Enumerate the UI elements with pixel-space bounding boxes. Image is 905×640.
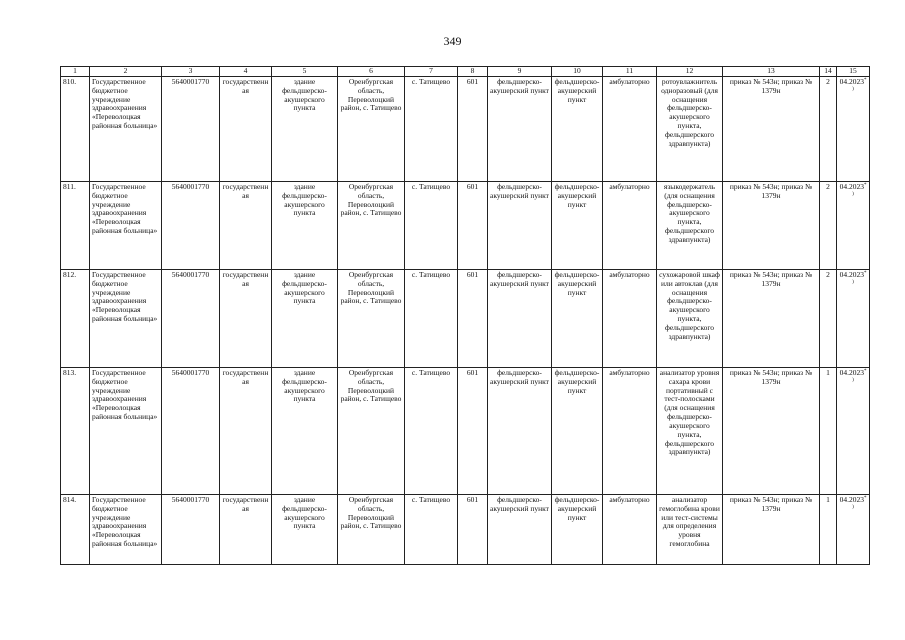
care-conditions: амбулаторно xyxy=(603,367,657,494)
column-header: 11 xyxy=(603,67,657,77)
ownership-form: государственная xyxy=(220,494,272,564)
unit-name: фельдшерско-акушерский пункт xyxy=(488,367,552,494)
row-number: 812. xyxy=(61,269,90,367)
column-header: 12 xyxy=(657,67,723,77)
unit-type: фельдшерско-акушерский пункт xyxy=(552,367,603,494)
organization-code: 5640001770 xyxy=(162,494,220,564)
oktmo-code: 601 xyxy=(458,181,488,269)
column-header: 13 xyxy=(723,67,820,77)
column-header: 15 xyxy=(837,67,870,77)
organization-code: 5640001770 xyxy=(162,269,220,367)
care-conditions: амбулаторно xyxy=(603,494,657,564)
footnote-mark: *) xyxy=(852,182,867,197)
unit-name: фельдшерско-акушерский пункт xyxy=(488,269,552,367)
footnote-mark: *) xyxy=(852,368,867,383)
table-row xyxy=(61,76,870,181)
column-header: 5 xyxy=(272,67,338,77)
column-header: 8 xyxy=(458,67,488,77)
locality: с. Татищево xyxy=(405,269,458,367)
page-number: 349 xyxy=(443,34,462,48)
care-conditions: амбулаторно xyxy=(603,181,657,269)
organization-name: Государственное бюджетное учреждение здравоохранения «Переволоцкая районная больница» xyxy=(90,367,162,494)
quantity: 2 xyxy=(820,76,837,181)
unit-name: фельдшерско-акушерский пункт xyxy=(488,494,552,564)
equipment-name: языкодержатель (для оснащения фельдшерско-акушерского пункта, фельдшерского здравпункта) xyxy=(657,181,723,269)
address: Оренбургская область, Переволоцкий район, с. Татищево xyxy=(338,269,405,367)
locality: с. Татищево xyxy=(405,367,458,494)
regulatory-orders: приказ № 543н; приказ № 1379н xyxy=(723,76,820,181)
address: Оренбургская область, Переволоцкий район, с. Татищево xyxy=(338,181,405,269)
organization-name: Государственное бюджетное учреждение здравоохранения «Переволоцкая районная больница» xyxy=(90,494,162,564)
building-name: здание фельдшерско-акушерского пункта xyxy=(272,269,338,367)
date-value: 04.2023 xyxy=(839,76,864,86)
address: Оренбургская область, Переволоцкий район, с. Татищево xyxy=(338,367,405,494)
oktmo-code: 601 xyxy=(458,494,488,564)
date-value: 04.2023 xyxy=(839,269,864,279)
ownership-form: государственная xyxy=(220,181,272,269)
care-conditions: амбулаторно xyxy=(603,269,657,367)
date-value: 04.2023 xyxy=(839,367,864,377)
regulatory-orders: приказ № 543н; приказ № 1379н xyxy=(723,367,820,494)
regulatory-orders: приказ № 543н; приказ № 1379н xyxy=(723,269,820,367)
quantity: 1 xyxy=(820,494,837,564)
column-header: 1 xyxy=(61,67,90,77)
registry-table xyxy=(60,66,870,565)
footnote-mark: *) xyxy=(852,77,867,92)
organization-code: 5640001770 xyxy=(162,367,220,494)
equipment-name: анализатор уровня сахара крови портативный с тест-полосками (для оснащения фельдшерско-акушерского пункта, фельдшерского здравпункта) xyxy=(657,367,723,494)
row-number: 814. xyxy=(61,494,90,564)
table-row xyxy=(61,367,870,494)
unit-type: фельдшерско-акушерский пункт xyxy=(552,494,603,564)
column-header: 2 xyxy=(90,67,162,77)
unit-type: фельдшерско-акушерский пункт xyxy=(552,181,603,269)
ownership-form: государственная xyxy=(220,76,272,181)
locality: с. Татищево xyxy=(405,181,458,269)
organization-code: 5640001770 xyxy=(162,76,220,181)
supply-date xyxy=(837,76,870,181)
column-header: 14 xyxy=(820,67,837,77)
footnote-mark: *) xyxy=(852,270,867,285)
supply-date xyxy=(837,269,870,367)
equipment-name: сухожаровой шкаф или автоклав (для оснащения фельдшерско-акушерского пункта, фельдшерского здравпункта) xyxy=(657,269,723,367)
quantity: 2 xyxy=(820,269,837,367)
column-header: 4 xyxy=(220,67,272,77)
equipment-name: ротоувлажнитель одноразовый (для оснащения фельдшерско-акушерского пункта, фельдшерского здравпункта) xyxy=(657,76,723,181)
oktmo-code: 601 xyxy=(458,269,488,367)
row-number: 813. xyxy=(61,367,90,494)
equipment-name: анализатор гемоглобина крови или тест-системы для определения уровня гемоглобина xyxy=(657,494,723,564)
building-name: здание фельдшерско-акушерского пункта xyxy=(272,76,338,181)
oktmo-code: 601 xyxy=(458,367,488,494)
care-conditions: амбулаторно xyxy=(603,76,657,181)
organization-name: Государственное бюджетное учреждение здравоохранения «Переволоцкая районная больница» xyxy=(90,181,162,269)
column-header: 7 xyxy=(405,67,458,77)
building-name: здание фельдшерско-акушерского пункта xyxy=(272,367,338,494)
row-number: 810. xyxy=(61,76,90,181)
column-number-row xyxy=(61,67,870,77)
regulatory-orders: приказ № 543н; приказ № 1379н xyxy=(723,494,820,564)
quantity: 2 xyxy=(820,181,837,269)
unit-type: фельдшерско-акушерский пункт xyxy=(552,76,603,181)
locality: с. Татищево xyxy=(405,494,458,564)
oktmo-code: 601 xyxy=(458,76,488,181)
building-name: здание фельдшерско-акушерского пункта xyxy=(272,494,338,564)
column-header: 6 xyxy=(338,67,405,77)
date-value: 04.2023 xyxy=(839,494,864,504)
column-header: 3 xyxy=(162,67,220,77)
supply-date xyxy=(837,367,870,494)
supply-date xyxy=(837,494,870,564)
ownership-form: государственная xyxy=(220,269,272,367)
table-row xyxy=(61,181,870,269)
address: Оренбургская область, Переволоцкий район, с. Татищево xyxy=(338,76,405,181)
unit-type: фельдшерско-акушерский пункт xyxy=(552,269,603,367)
address: Оренбургская область, Переволоцкий район, с. Татищево xyxy=(338,494,405,564)
table-row xyxy=(61,269,870,367)
locality: с. Татищево xyxy=(405,76,458,181)
regulatory-orders: приказ № 543н; приказ № 1379н xyxy=(723,181,820,269)
supply-date xyxy=(837,181,870,269)
building-name: здание фельдшерско-акушерского пункта xyxy=(272,181,338,269)
column-header: 9 xyxy=(488,67,552,77)
table-row xyxy=(61,494,870,564)
organization-name: Государственное бюджетное учреждение здравоохранения «Переволоцкая районная больница» xyxy=(90,76,162,181)
unit-name: фельдшерско-акушерский пункт xyxy=(488,76,552,181)
column-header: 10 xyxy=(552,67,603,77)
unit-name: фельдшерско-акушерский пункт xyxy=(488,181,552,269)
date-value: 04.2023 xyxy=(839,181,864,191)
row-number: 811. xyxy=(61,181,90,269)
organization-code: 5640001770 xyxy=(162,181,220,269)
quantity: 1 xyxy=(820,367,837,494)
organization-name: Государственное бюджетное учреждение здравоохранения «Переволоцкая районная больница» xyxy=(90,269,162,367)
ownership-form: государственная xyxy=(220,367,272,494)
footnote-mark: *) xyxy=(852,495,867,510)
